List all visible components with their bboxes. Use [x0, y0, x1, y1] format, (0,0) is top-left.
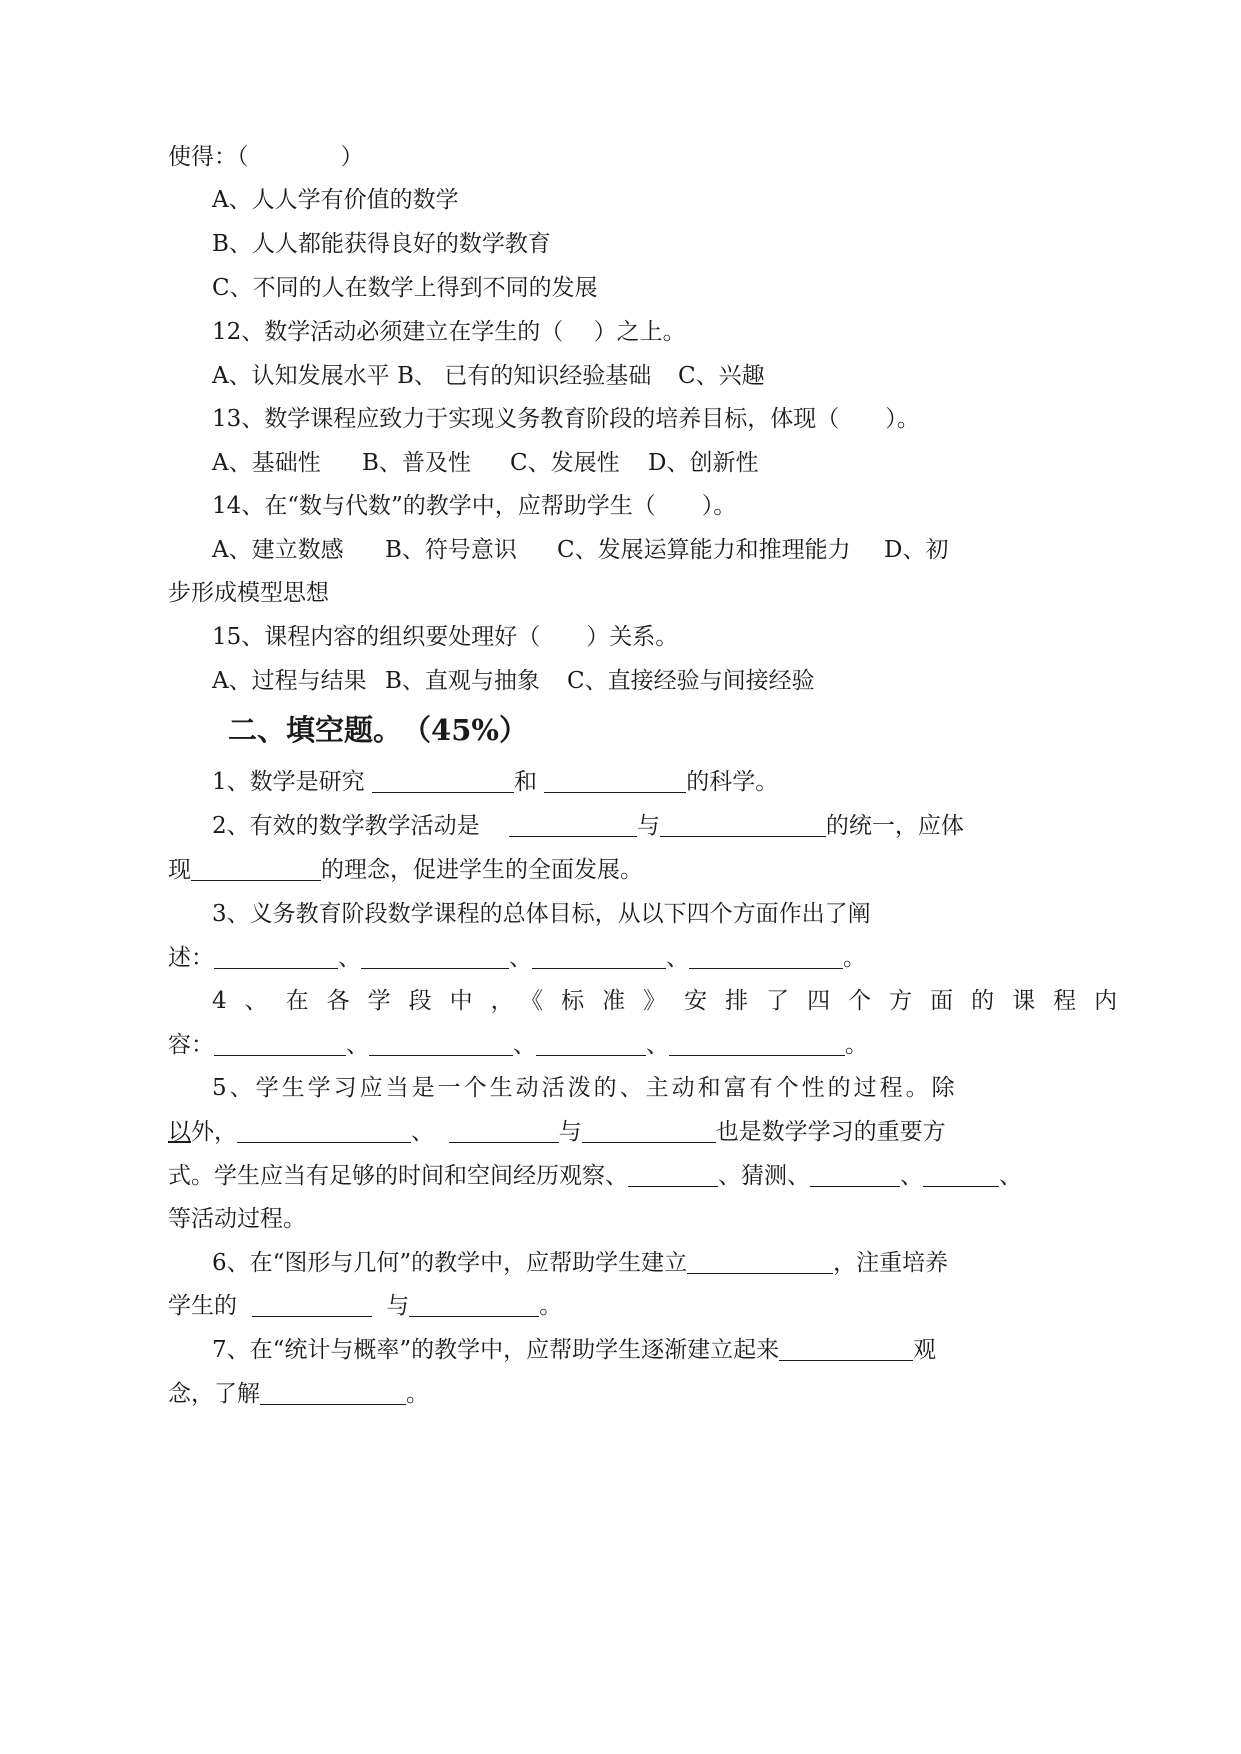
q11-option-a: A、人人学有价值的数学 — [212, 187, 459, 213]
answer-blank[interactable] — [779, 1338, 913, 1361]
q13-option-d: D、创新性 — [648, 450, 759, 476]
section-title: 二、填空题。 — [228, 713, 388, 747]
fill-q7-line1: 7、在“统计与概率”的教学中，应帮助学生逐渐建立起来 观 — [212, 1337, 937, 1363]
q14-option-b: B、符号意识 — [385, 537, 517, 563]
answer-blank[interactable] — [369, 1033, 513, 1056]
answer-blank[interactable] — [660, 814, 826, 837]
fill-q2-line2: 现 的理念，促进学生的全面发展。 — [168, 857, 643, 883]
answer-blank[interactable] — [628, 1164, 718, 1187]
answer-blank[interactable] — [689, 946, 843, 969]
answer-blank[interactable] — [509, 814, 637, 837]
answer-blank[interactable] — [409, 1294, 539, 1317]
fill-q3-line1: 3、义务教育阶段数学课程的总体目标，从以下四个方面作出了阐 — [212, 901, 871, 927]
fill-q1: 1、数学是研究 和 的科学。 — [212, 769, 779, 795]
q15-option-a: A、过程与结果 — [212, 668, 367, 694]
q14-option-c: C、发展运算能力和推理能力 — [557, 537, 851, 563]
fill-q7-line2: 念，了解 。 — [168, 1381, 429, 1407]
answer-blank[interactable] — [582, 1120, 716, 1143]
answer-blank[interactable] — [810, 1164, 900, 1187]
answer-blank[interactable] — [532, 946, 666, 969]
q15-option-c: C、直接经验与间接经验 — [567, 668, 815, 694]
section-score: （45%） — [416, 713, 528, 747]
fill-q6-line1: 6、在“图形与几何”的教学中，应帮助学生建立 ，注重培养 — [212, 1250, 949, 1276]
answer-blank[interactable] — [361, 946, 509, 969]
q14-option-d: D、初 — [884, 537, 949, 563]
fill-q5-line2: 以外， 、 与 也是数学学习的重要方 — [168, 1119, 946, 1145]
answer-blank[interactable] — [536, 1033, 646, 1056]
answer-blank[interactable] — [372, 770, 514, 793]
fill-q2-line1: 2、有效的数学教学活动是 与 的统一，应体 — [212, 813, 964, 839]
q11-stem-continuation: 使得：（ ） — [168, 144, 364, 170]
fill-q5-line3: 式。学生应当有足够的时间和空间经历观察、 、猜测、 、 、 — [168, 1163, 1022, 1189]
fill-q5-line4: 等活动过程。 — [168, 1206, 306, 1232]
q11-option-b: B、人人都能获得良好的数学教育 — [212, 231, 551, 257]
q14-option-a: A、建立数感 — [212, 537, 344, 563]
q14-option-d-continuation: 步形成模型思想 — [168, 580, 329, 606]
answer-blank[interactable] — [260, 1382, 406, 1405]
q14-stem: 14、在“数与代数”的教学中，应帮助学生（ ）。 — [212, 493, 737, 519]
q12-option-a: A、认知发展水平 — [212, 363, 390, 389]
fill-q4-line1: 4、在各学段中，《标准》安排了四个方面的课程内 — [212, 988, 1136, 1014]
fill-q6-line2: 学生的 与 。 — [168, 1293, 563, 1319]
q12-option-b: B、 已有的知识经验基础 — [397, 363, 652, 389]
q13-stem: 13、数学课程应致力于实现义务教育阶段的培养目标，体现（ ）。 — [212, 406, 920, 432]
fill-q3-line2: 述： 、 、 、 。 — [168, 945, 866, 971]
answer-blank[interactable] — [191, 858, 321, 881]
q13-option-c: C、发展性 — [510, 450, 620, 476]
q11-option-c: C、不同的人在数学上得到不同的发展 — [212, 275, 598, 301]
q12-option-c: C、兴趣 — [678, 363, 765, 389]
answer-blank[interactable] — [252, 1294, 372, 1317]
q12-stem: 12、数学活动必须建立在学生的（ ）之上。 — [212, 319, 686, 345]
answer-blank[interactable] — [214, 1033, 346, 1056]
q15-stem: 15、课程内容的组织要处理好（ ）关系。 — [212, 624, 679, 650]
q13-option-a: A、基础性 — [212, 450, 321, 476]
q13-option-b: B、普及性 — [362, 450, 471, 476]
answer-blank[interactable] — [923, 1164, 999, 1187]
answer-blank[interactable] — [449, 1120, 559, 1143]
answer-blank[interactable] — [669, 1033, 845, 1056]
answer-blank[interactable] — [544, 770, 686, 793]
answer-blank[interactable] — [687, 1251, 833, 1274]
answer-blank[interactable] — [214, 946, 338, 969]
q15-option-b: B、直观与抽象 — [385, 668, 540, 694]
fill-q5-line1: 5、学生学习应当是一个生动活泼的、主动和富有个性的过程。除 — [212, 1075, 958, 1101]
answer-blank[interactable] — [237, 1120, 411, 1143]
fill-q4-line2: 容： 、 、 、 。 — [168, 1032, 868, 1058]
section-heading — [228, 712, 528, 748]
